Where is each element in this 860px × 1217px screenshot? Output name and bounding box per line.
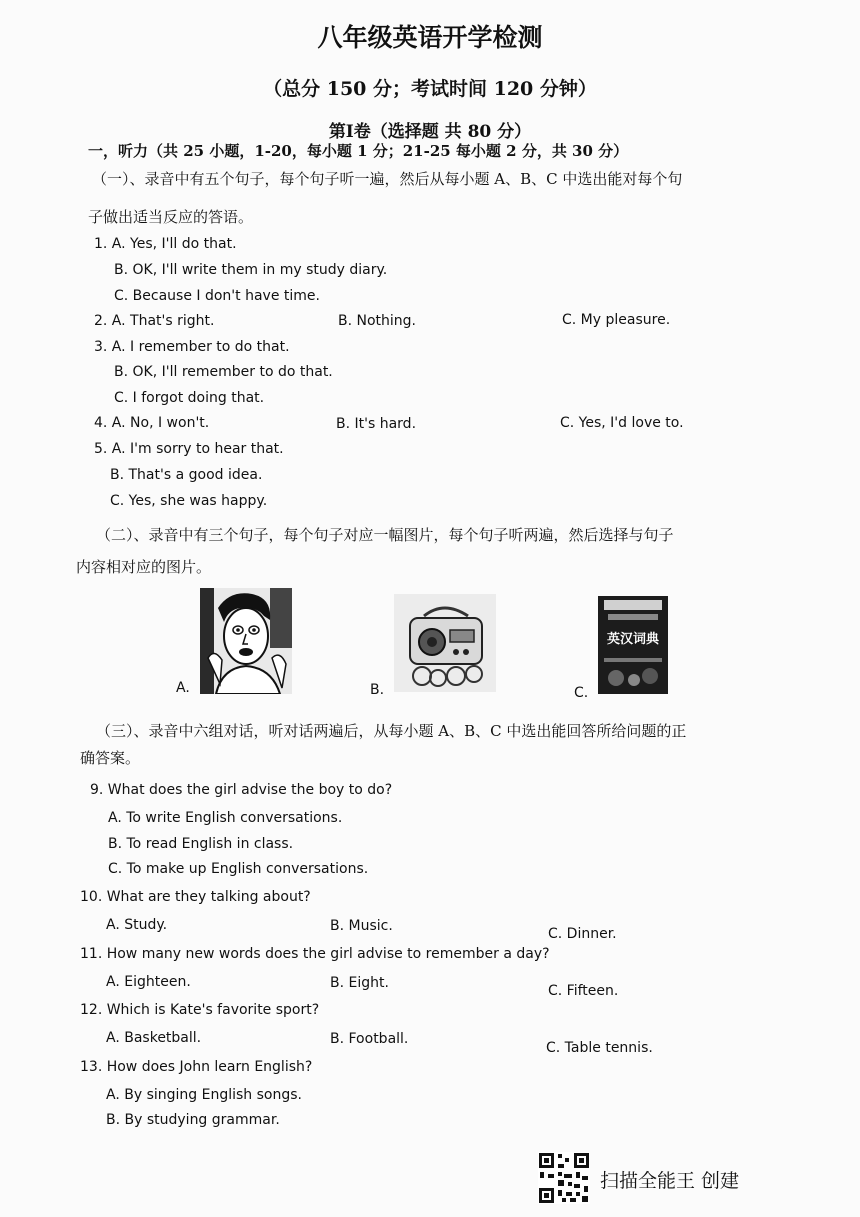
q13-question: 13. How does John learn English? <box>80 1059 313 1075</box>
q12-option-b: B. Football. <box>330 1031 409 1047</box>
part2-instruction-cont: 内容相对应的图片。 <box>76 558 212 576</box>
q5-option-a: 5. A. I'm sorry to hear that. <box>94 441 284 457</box>
q4-option-c: C. Yes, I'd love to. <box>560 415 684 431</box>
picture-a-label: A. <box>176 680 190 696</box>
q2-option-b: B. Nothing. <box>338 313 417 329</box>
part2-instruction: （二）、录音中有三个句子，每个句子对应一幅图片，每个句子听两遍，然后选择与句子 <box>96 526 674 544</box>
qr-code-icon <box>538 1152 590 1204</box>
q13-option-a: A. By singing English songs. <box>106 1087 302 1103</box>
scanner-watermark-text: 扫描全能王 创建 <box>600 1170 740 1192</box>
q9-option-c: C. To make up English conversations. <box>108 861 369 877</box>
part1-instruction: （一）、录音中有五个句子，每个句子听一遍，然后从每小题 A、B、C 中选出能对每个句 <box>92 170 683 188</box>
part3-instruction-cont: 确答案。 <box>80 749 141 767</box>
q10-option-b: B. Music. <box>330 918 393 934</box>
q11-option-a: A. Eighteen. <box>106 974 191 990</box>
q12-option-c: C. Table tennis. <box>546 1040 653 1056</box>
q1-option-a: 1. A. Yes, I'll do that. <box>94 236 237 252</box>
q10-option-a: A. Study. <box>106 917 168 933</box>
part1-instruction-cont: 子做出适当反应的答语。 <box>88 208 254 226</box>
part3-instruction: （三）、录音中六组对话，听对话两遍后，从每小题 A、B、C 中选出能回答所给问题的正 <box>96 722 687 740</box>
q11-option-b: B. Eight. <box>330 975 389 991</box>
q3-option-c: C. I forgot doing that. <box>114 390 265 406</box>
dictionary-cover-text: 英汉词典 <box>606 632 659 647</box>
picture-c-label: C. <box>574 685 589 701</box>
section-one-heading: 一，听力（共 25 小题，1-20，每小题 1 分；21-25 每小题 2 分，共 30 分） <box>88 142 629 160</box>
q2-option-c: C. My pleasure. <box>562 312 671 328</box>
picture-b-radio-image <box>394 594 496 692</box>
q9-option-b: B. To read English in class. <box>108 836 294 852</box>
q4-option-b: B. It's hard. <box>336 416 417 432</box>
q11-question: 11. How many new words does the girl advise to remember a day? <box>80 946 550 962</box>
picture-a-person-image <box>200 588 292 694</box>
q10-option-c: C. Dinner. <box>548 926 617 942</box>
picture-b-label: B. <box>370 682 385 698</box>
q1-option-c: C. Because I don't have time. <box>114 288 320 304</box>
q5-option-c: C. Yes, she was happy. <box>110 493 268 509</box>
q1-option-b: B. OK, I'll write them in my study diary. <box>114 262 388 278</box>
q9-question: 9. What does the girl advise the boy to do? <box>90 782 393 798</box>
exam-title: 八年级英语开学检测 <box>317 23 543 52</box>
q3-option-b: B. OK, I'll remember to do that. <box>114 364 333 380</box>
exam-subtitle: （总分 150 分；考试时间 120 分钟） <box>263 78 597 100</box>
q12-option-a: A. Basketball. <box>106 1030 202 1046</box>
q3-option-a: 3. A. I remember to do that. <box>94 339 290 355</box>
picture-c-dictionary-image <box>598 596 668 694</box>
q12-question: 12. Which is Kate's favorite sport? <box>80 1002 320 1018</box>
part-title: 第Ⅰ卷（选择题 共 80 分） <box>328 122 532 142</box>
q9-option-a: A. To write English conversations. <box>108 810 343 826</box>
q2-option-a: 2. A. That's right. <box>94 313 215 329</box>
q4-option-a: 4. A. No, I won't. <box>94 415 210 431</box>
q10-question: 10. What are they talking about? <box>80 889 311 905</box>
q5-option-b: B. That's a good idea. <box>110 467 263 483</box>
q13-option-b: B. By studying grammar. <box>106 1112 280 1128</box>
q11-option-c: C. Fifteen. <box>548 983 619 999</box>
